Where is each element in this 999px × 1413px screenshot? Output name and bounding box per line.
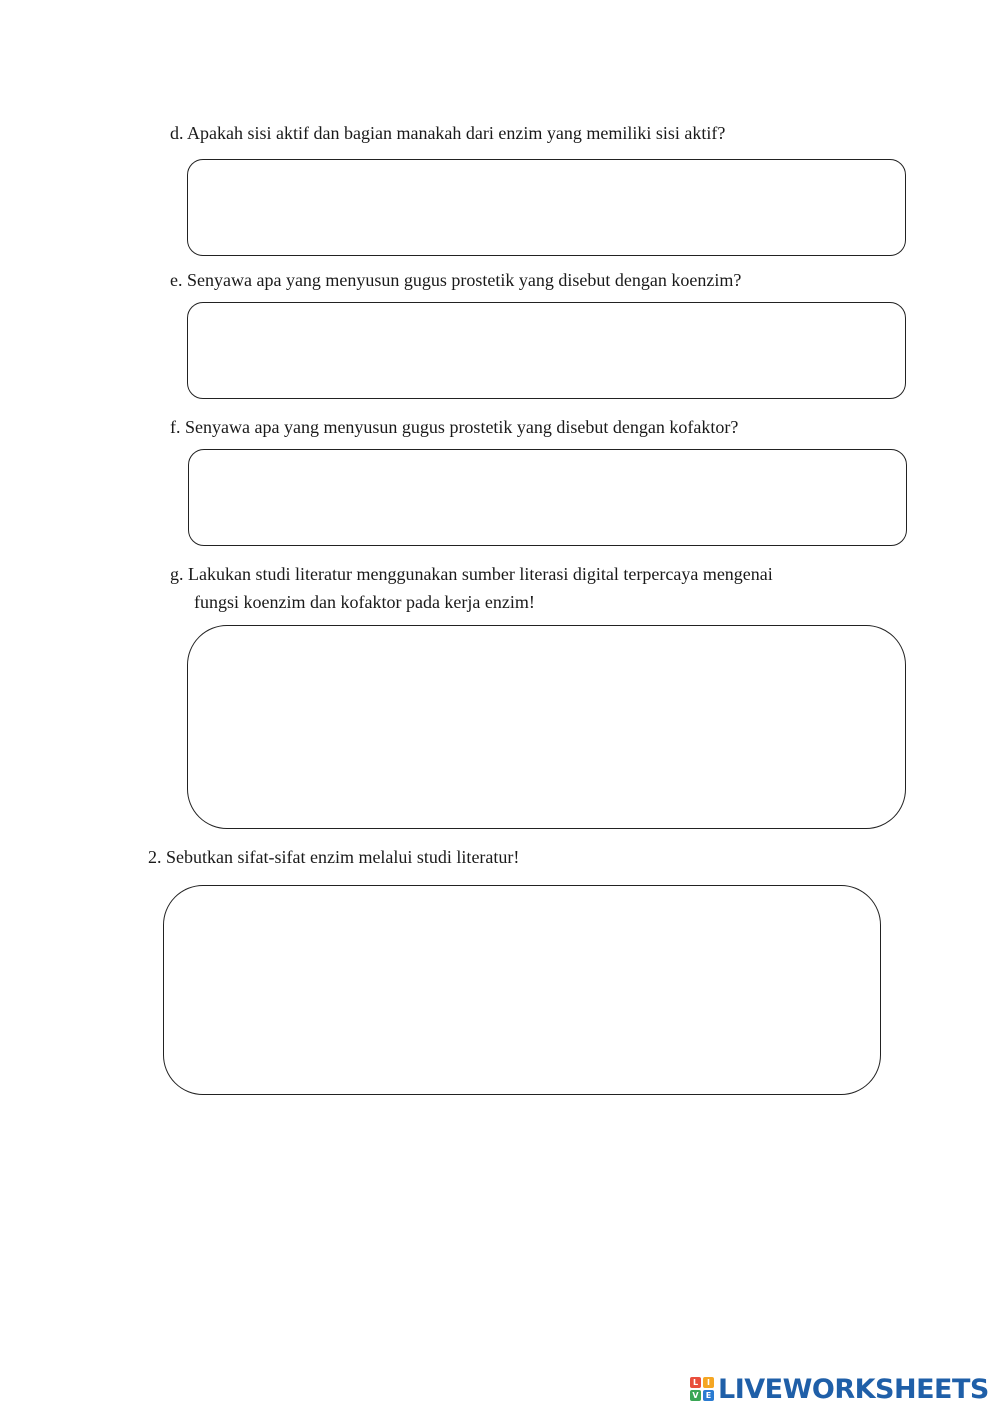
logo-mark-l: L: [690, 1377, 701, 1388]
answer-box-g[interactable]: [187, 625, 906, 829]
logo-mark-e: E: [703, 1390, 714, 1401]
question-g: [170, 560, 773, 616]
question-g-line2: fungsi koenzim dan kofaktor pada kerja enzim!: [194, 592, 535, 612]
answer-box-2[interactable]: [163, 885, 881, 1095]
question-g-line1: g. Lakukan studi literatur menggunakan sumber literasi digital terpercaya mengenai: [170, 564, 773, 584]
logo-mark-v: V: [690, 1390, 701, 1401]
answer-box-d[interactable]: [187, 159, 906, 256]
answer-box-f[interactable]: [188, 449, 907, 546]
question-e: e. Senyawa apa yang menyusun gugus prostetik yang disebut dengan koenzim?: [170, 270, 742, 290]
liveworksheets-logo: [690, 1373, 989, 1405]
question-2: 2. Sebutkan sifat-sifat enzim melalui studi literatur!: [148, 847, 520, 867]
logo-mark-i: I: [703, 1377, 714, 1388]
question-d: d. Apakah sisi aktif dan bagian manakah dari enzim yang memiliki sisi aktif?: [170, 123, 726, 143]
logo-text: LIVEWORKSHEETS: [718, 1373, 989, 1405]
logo-mark-icon: [690, 1377, 714, 1401]
question-f: f. Senyawa apa yang menyusun gugus prostetik yang disebut dengan kofaktor?: [170, 417, 739, 437]
answer-box-e[interactable]: [187, 302, 906, 399]
